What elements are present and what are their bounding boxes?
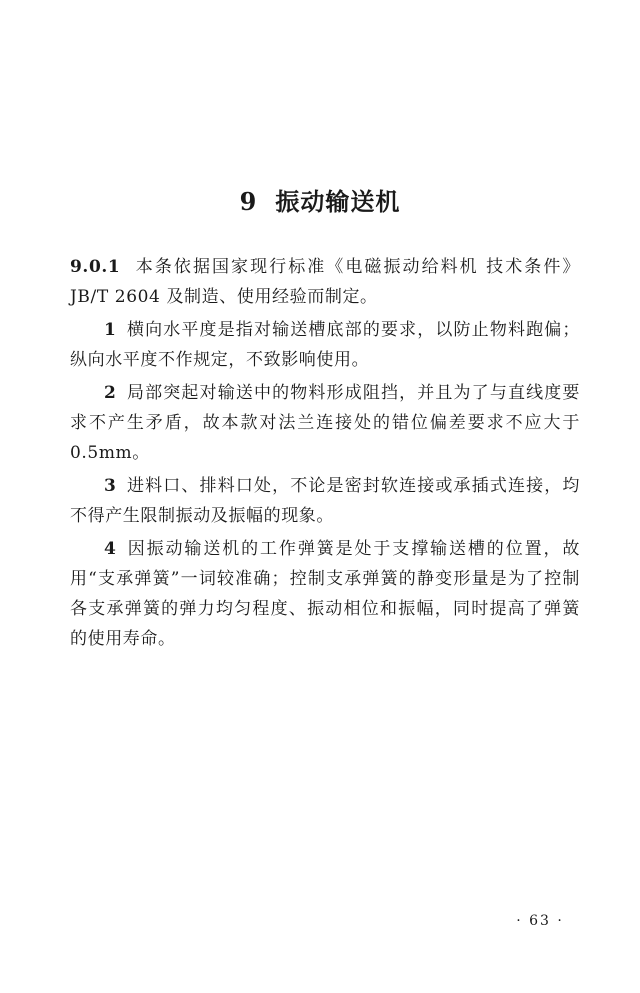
item-number: 3	[104, 476, 117, 496]
clause-number: 9.0.1	[70, 257, 121, 277]
item-paragraph-1	[70, 315, 580, 375]
item-paragraph-4	[70, 534, 580, 654]
chapter-number: 9	[239, 187, 258, 217]
item-text: 因振动输送机的工作弹簧是处于支撑输送槽的位置，故用“支承弹簧”一词较准确；控制支承弹簧的静变形量是为了控制各支承弹簧的弹力均匀程度、振动相位和振幅，同时提高了弹簧的使用寿命。	[70, 539, 580, 649]
item-text: 横向水平度是指对输送槽底部的要求，以防止物料跑偏；纵向水平度不作规定，不致影响使用。	[70, 320, 580, 370]
item-paragraph-2	[70, 378, 580, 468]
chapter-title	[0, 182, 640, 217]
chapter-content	[70, 252, 580, 657]
item-number: 4	[104, 539, 117, 559]
item-paragraph-3	[70, 471, 580, 531]
clause-paragraph	[70, 252, 580, 312]
page-number: · 63 ·	[516, 913, 564, 929]
chapter-title-text: 振动输送机	[275, 187, 401, 217]
item-text: 局部突起对输送中的物料形成阻挡，并且为了与直线度要求不产生矛盾，故本款对法兰连接处的错位偏差要求不应大于0.5mm。	[70, 383, 580, 463]
item-number: 2	[104, 383, 117, 403]
item-number: 1	[104, 320, 117, 340]
item-text: 进料口、排料口处，不论是密封软连接或承插式连接，均不得产生限制振动及振幅的现象。	[70, 476, 580, 526]
clause-text: 本条依据国家现行标准《电磁振动给料机 技术条件》JB/T 2604 及制造、使用经验而制定。	[70, 257, 580, 307]
